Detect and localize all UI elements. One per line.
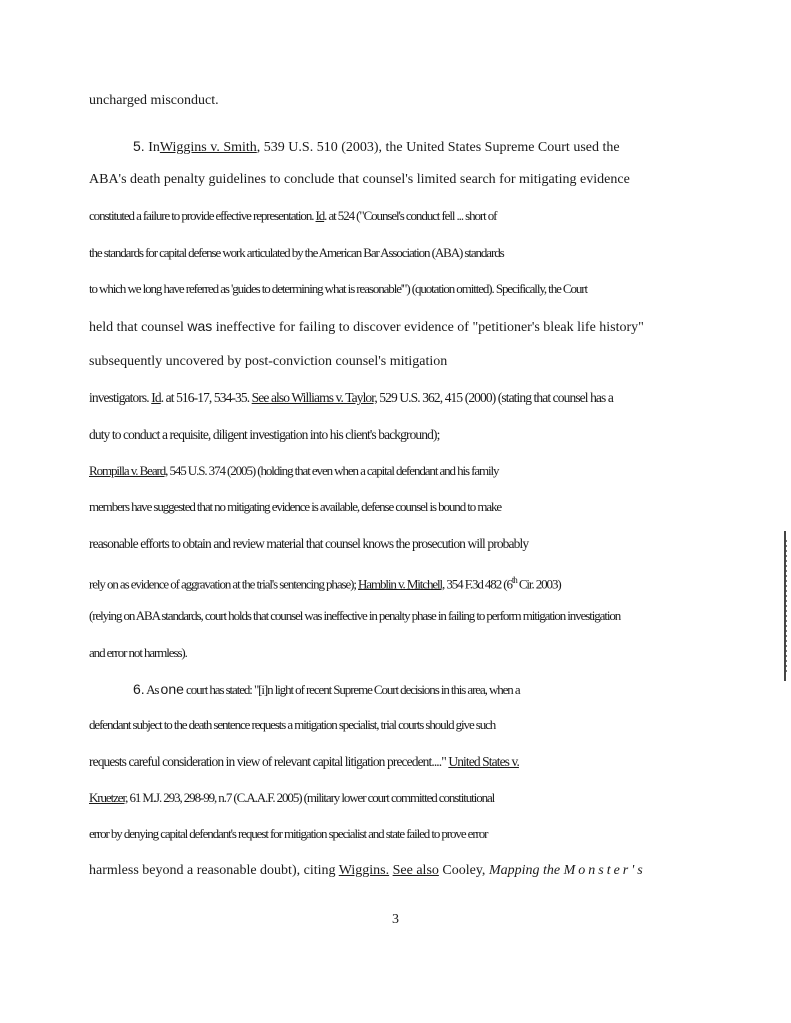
text-run: In <box>144 140 160 155</box>
id-citation: Id <box>151 390 161 405</box>
text-run: to which we long have referred as 'guides to determining what is reasonable'") (quotation omitted). Specifically, the Court <box>89 281 588 296</box>
text-line <box>89 244 695 262</box>
text-run: As <box>144 682 161 697</box>
text-line <box>89 92 695 110</box>
text-run: defendant subject to the death sentence requests a mitigation specialist, trial courts should give such <box>89 717 496 732</box>
ordinal-superscript: th <box>511 575 517 585</box>
margin-change-bar <box>786 540 787 675</box>
text-line <box>89 462 695 480</box>
text-run: 354 F.3d 482 (6 <box>444 576 512 592</box>
text-line <box>89 607 695 625</box>
text-line <box>89 862 695 880</box>
text-line <box>89 789 695 807</box>
text-run: was <box>187 318 213 334</box>
text-run: held that counsel <box>89 320 188 335</box>
case-citation: Wiggins. <box>338 863 390 878</box>
case-citation: Kruetzer, <box>89 790 128 805</box>
case-citation: Rompilla v. Beard, <box>89 463 168 478</box>
text-run: requests careful consideration in view of relevant capital litigation precedent...." <box>89 754 449 769</box>
text-run: constituted a failure to provide effective representation. <box>89 208 316 223</box>
paragraph-number: 6. <box>133 681 145 697</box>
signal-see-also: See also <box>392 863 439 878</box>
text-run: reasonable efforts to obtain and review material that counsel knows the prosecution will probably <box>89 536 529 551</box>
text-line <box>89 571 695 593</box>
text-run: the standards for capital defense work articulated by the American Bar Association (ABA) standards <box>89 245 504 260</box>
text-run: 61 M.J. 293, 298-99, n.7 (C.A.A.F. 2005) (military lower court committed constitutional <box>127 790 495 805</box>
text-run: uncharged misconduct. <box>89 93 219 108</box>
text-line <box>89 389 695 407</box>
text-run: and error not harmless). <box>89 645 187 660</box>
text-run: . at 524 ("Counsel's conduct fell ... short of <box>324 208 497 223</box>
article-title: Monster's <box>563 863 646 878</box>
text-line <box>89 825 695 843</box>
text-run: , 539 U.S. 510 (2003), the United States Supreme Court used the <box>256 140 620 155</box>
paragraph-number: 5. <box>133 138 145 154</box>
text-run: harmless beyond a reasonable doubt), citing <box>89 863 339 878</box>
text-line <box>89 207 695 225</box>
article-title: Mapping the <box>488 863 564 878</box>
page-number: 3 <box>392 912 399 927</box>
id-citation: Id <box>315 208 325 223</box>
text-run: error by denying capital defendant's request for mitigation specialist and state failed to prove error <box>89 826 488 841</box>
text-run: ABA's death penalty guidelines to conclude that counsel's limited search for mitigating evidence <box>89 172 630 187</box>
text-run: 529 U.S. 362, 415 (2000) (stating that counsel has a <box>376 390 613 405</box>
case-citation: See also Williams v. Taylor, <box>251 390 377 405</box>
text-line <box>89 171 695 189</box>
text-run: 545 U.S. 374 (2005) (holding that even when a capital defendant and his family <box>167 463 499 478</box>
case-citation: United States v. <box>448 754 519 769</box>
text-run: subsequently uncovered by post-conviction counsel's mitigation <box>89 354 448 369</box>
paragraph-6-start <box>133 680 695 699</box>
text-line <box>89 426 695 444</box>
text-run: Cooley, <box>438 863 489 878</box>
text-run: duty to conduct a requisite, diligent investigation into his client's background); <box>89 427 440 442</box>
text-run: rely on as evidence of aggravation at the trial's sentencing phase); <box>89 576 359 592</box>
text-run: court has stated: "[i]n light of recent Supreme Court decisions in this area, when a <box>183 682 520 697</box>
text-line <box>89 317 695 337</box>
text-run: . at 516-17, 534-35. <box>160 390 252 405</box>
text-run: members have suggested that no mitigating evidence is available, defense counsel is bound to make <box>89 499 502 514</box>
text-line <box>89 353 695 371</box>
text-run: one <box>160 681 184 697</box>
text-run: investigators. <box>89 390 152 405</box>
text-line <box>89 535 695 553</box>
text-line <box>89 498 695 516</box>
text-run: ineffective for failing to discover evidence of "petitioner's bleak life history" <box>212 320 644 335</box>
paragraph-5-start <box>133 137 695 157</box>
text-line <box>89 716 695 734</box>
text-line <box>89 644 695 662</box>
text-run: (relying on ABA standards, court holds that counsel was ineffective in penalty phase in failing to perform mitigation investigation <box>89 608 621 623</box>
text-line <box>89 280 695 298</box>
case-citation: Wiggins v. Smith <box>159 140 257 155</box>
text-run: Cir. 2003) <box>516 576 561 592</box>
case-citation: Hamblin v. Mitchell, <box>358 576 445 592</box>
text-line <box>89 753 695 771</box>
